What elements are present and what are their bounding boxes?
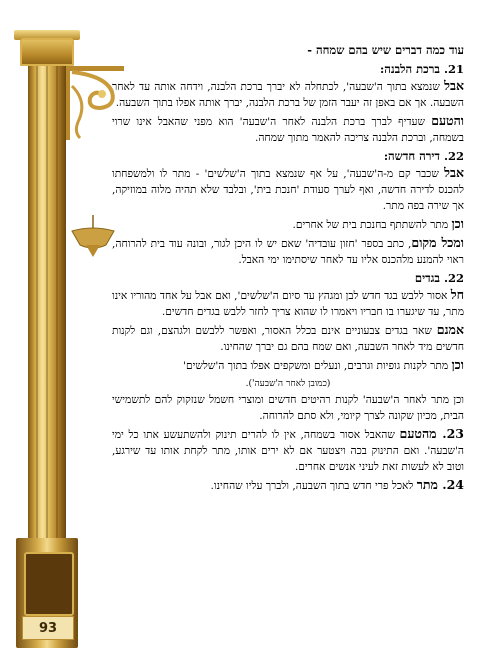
- paragraph-keyword: וכן: [451, 216, 464, 231]
- shaft-flute: [36, 66, 38, 538]
- paragraph: [112, 78, 464, 111]
- paragraph-text: מתר להשתתף בחנכת בית של אחרים.: [292, 219, 452, 231]
- main-text: [112, 42, 464, 496]
- paragraph-keyword: 24. מתר: [416, 477, 464, 492]
- paragraph-text: שעדיף לברך ברכת הלבנה לאחר ה'שבעה' הוא מפני שהאבל אינו שרוי בשמחה, וברכת הלבנה צריכה להאמר מתוך שמחה.: [112, 116, 464, 144]
- paragraph: [112, 357, 464, 374]
- paragraph-text: וכן מתר לאחר ה'שבעה' לקנות רהיטים חדשים ומוצרי חשמל שנזקוק להם לתשמישי הבית, מכיון שקונה לצרך קיומי, ולא סתם להרוחה.: [112, 394, 464, 422]
- pillar-shaft: [28, 66, 66, 538]
- paragraph-keyword: חל: [450, 287, 464, 302]
- paragraph: [112, 376, 464, 392]
- intro-line: עוד כמה דברים שיש בהם שמחה -: [307, 43, 464, 57]
- paragraph-text: שאר בגדים צבעוניים אינם בכלל האסור, ואפשר ללבשם ולגהצם, וגם לקנות חדשים מיד לאחר השבעה, ואם שמח בהם גם יברך שהחינו.: [112, 325, 464, 353]
- paragraph: [112, 322, 464, 355]
- paragraph: [112, 477, 464, 494]
- decorative-pillar: [0, 0, 125, 671]
- paragraph-text: מתר לקנות גופיות וגרבים, ונעלים ומשקפים אפלו בתוך ה'שלשים': [183, 360, 452, 372]
- paragraph: [112, 235, 464, 268]
- paragraph-keyword: אמנם: [436, 322, 464, 337]
- paragraph-keyword: וכן: [451, 357, 464, 372]
- paragraph-keyword: אבל: [444, 78, 464, 93]
- paragraph-text: שהאבל אסור בשמחה, אין לו להרים תינוק ולהשתעשע אתו כל ימי ה'שבעה'. ואם התינוק בכה ויצטער אם לא ירים אותו, מתר לקחת אותו עד שירגע, וטוב לא לעשות זאת לעיני אנשים אחרים.: [112, 429, 464, 473]
- section-heading: 22. בגדים: [414, 271, 464, 285]
- paragraph: [112, 165, 464, 214]
- paragraph-text: שכבר קם מ-ה'שבעה', על אף שנמצא בתוך ה'שלשים' - מתר לו ולמשפחתו להכנס לדירה חדשה, ואף לערך סעודת 'חנכת בית', ובלבד שלא תהיה מלוה במוזיקה, אך שירה בפה מתר.: [112, 168, 464, 212]
- page-number: 93: [22, 616, 74, 640]
- paragraph-text: , כתב בספר 'חזון עובדיה' שאם יש לו היכן לגור, ובונה עוד בית להרוחה, ראוי להמנע מלהכנס אליו עד לאחר שיסתימו ימי האבל.: [112, 238, 464, 266]
- paragraph: [112, 113, 464, 146]
- paragraph-text: שנמצא בתוך ה'שבעה', לכתחלה לא יברך ברכת הלבנה, וידחה אותה עד לאחר השבעה. אך אם באפן זה יעבר הזמן של ברכת הלבנה, יברך אותה אפלו בתוך השבעה.: [112, 81, 464, 109]
- paragraph-text: לאכל פרי חדש בתוך השבעה, ולברך עליו שהחינו.: [210, 480, 417, 492]
- paragraph: [112, 392, 464, 424]
- paragraph: [112, 287, 464, 320]
- paragraph-keyword: והטעם: [431, 113, 464, 128]
- paragraph: [112, 426, 464, 475]
- section-heading: 22. דירה חדשה:: [383, 149, 464, 163]
- paragraph-text: אסור ללבש בגד חדש לבן ומגהץ עד סיום ה'שלשים', ואם אבל על אחד מהוריו אינו מתר, עד שיגערו בו חבריו ויאמרו לו שהוא צריך לחזר ללבש בגדים חדשים.: [112, 290, 464, 318]
- paragraph: [112, 216, 464, 233]
- hanging-lamp-icon: [68, 215, 118, 260]
- paragraph-text: (כמובן לאחר ה'שבעה').: [245, 379, 331, 389]
- paragraph-keyword: 23. מהטעם: [399, 426, 464, 441]
- section-heading: 21. ברכת הלבנה:: [380, 62, 464, 76]
- shaft-flute: [56, 66, 58, 538]
- paragraph-keyword: ומכל מקום: [411, 235, 465, 250]
- paragraph-keyword: אבל: [444, 165, 464, 180]
- shaft-flute: [46, 66, 48, 538]
- pillar-base-panel: [24, 552, 74, 616]
